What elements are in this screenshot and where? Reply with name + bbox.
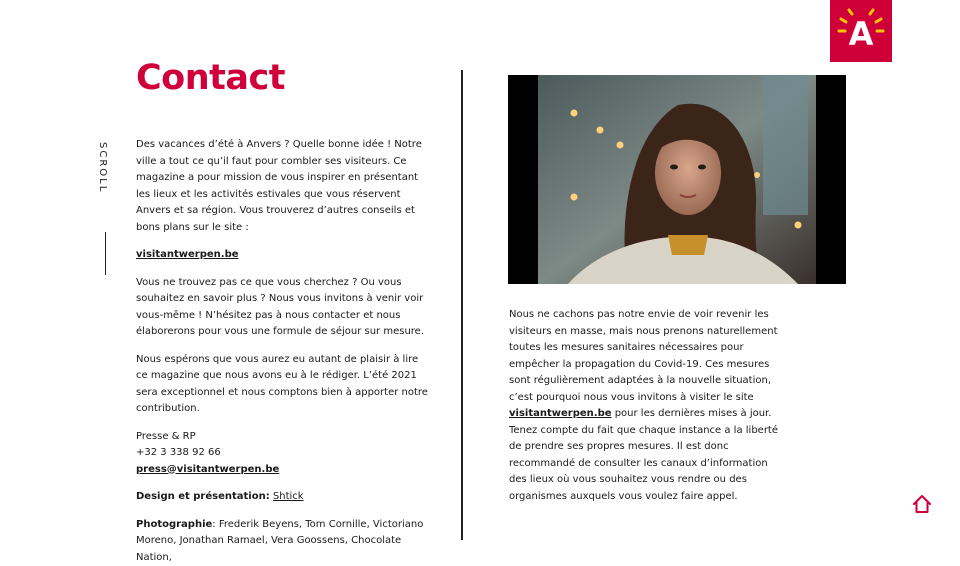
antwerp-logo[interactable]: [830, 0, 892, 62]
home-button[interactable]: [911, 493, 933, 515]
shtick-link[interactable]: Shtick: [273, 491, 304, 502]
covid-paragraph: Nous ne cachons pas notre envie de voir revenir les visiteurs en masse, mais nous prenons naturellement toutes les mesures sanitaires nécessaires pour empêcher la propagation du Covid-19. Ces mesures sont régulièrement adaptées à la nouvelle situation, c’est pourquoi nous vous invitons à visiter le site visitantwerpen.be pour les dernières mises à jour. Tenez compte du fait que chaque instance a la liberté de prendre ses propres mesures. Il est donc recommandé de consulter les canaux d’information des lieux où vous souhaitez vous rendre ou des organismes auxquels vous voulez faire appel.: [509, 307, 787, 505]
scroll-indicator-line: [105, 232, 106, 275]
video-frame-image: [508, 75, 846, 284]
photo-credits: : Frederik Beyens, Tom Cornille, Victoriano Moreno, Jonathan Ramael, Vera Goossens, Chocolate Nation,: [136, 519, 423, 563]
press-phone: +32 3 338 92 66: [136, 447, 221, 458]
press-label: Presse & RP: [136, 431, 196, 442]
video-player[interactable]: [508, 75, 846, 284]
column-divider: [461, 70, 463, 540]
scroll-indicator-label: SCROLL: [97, 142, 108, 193]
design-credit: [136, 489, 428, 506]
visitantwerpen-link[interactable]: visitantwerpen.be: [136, 249, 239, 260]
covid-visitantwerpen-link[interactable]: visitantwerpen.be: [509, 408, 612, 419]
intro-paragraph: Des vacances d’été à Anvers ? Quelle bonne idée ! Notre ville a tout ce qu’il faut pour combler ses visiteurs. Ce magazine a pour mission de vous inspirer en présentant les lieux et les activités estivales que vous réservent Anvers et sa région. Vous trouverez d’autres conseils et bons plans sur le site :: [136, 137, 428, 236]
left-column: [136, 137, 428, 566]
home-icon: [911, 493, 933, 515]
press-contact: [136, 429, 428, 479]
help-paragraph: Vous ne trouvez pas ce que vous cherchez ? Ou vous souhaitez en savoir plus ? Nous vous invitons à venir voir vous-même ! N’hésitez pas à nous contacter et nous élaborerons pour vous une formule de séjour sur mesure.: [136, 275, 428, 341]
page-title: Contact: [136, 58, 285, 98]
antwerp-a-logo-icon: [836, 6, 886, 56]
photo-credit: [136, 517, 428, 566]
closing-paragraph: Nous espérons que vous aurez eu autant de plaisir à lire ce magazine que nous avons eu à le rédiger. L’été 2021 sera exceptionnel et nous comptons bien à apporter notre contribution.: [136, 352, 428, 418]
design-label: Design et présentation:: [136, 491, 270, 502]
photo-label: Photographie: [136, 519, 212, 530]
press-email-link[interactable]: press@visitantwerpen.be: [136, 464, 279, 475]
svg-text:A: A: [849, 15, 874, 53]
